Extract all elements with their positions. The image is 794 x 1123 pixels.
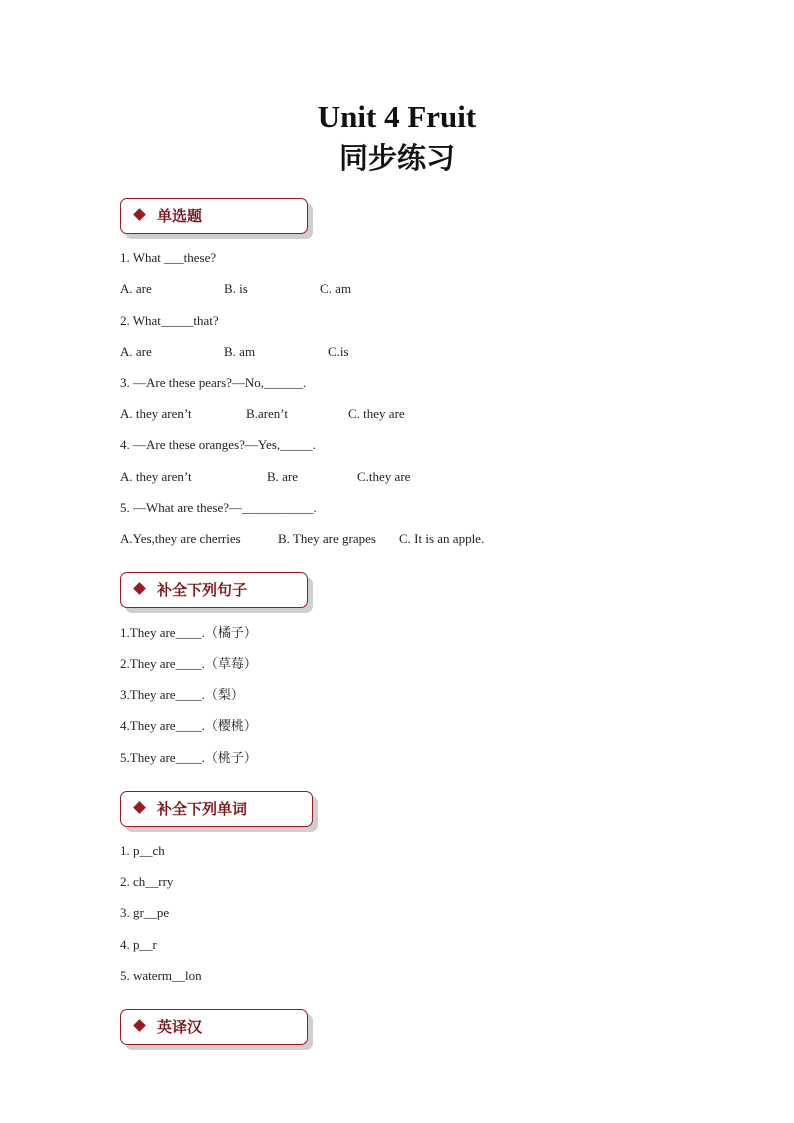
diamond-icon: [133, 582, 146, 595]
word-4: 4. p__r: [120, 937, 157, 952]
option-a: A.Yes,they are cherries: [120, 531, 241, 546]
option-c: C. It is an apple.: [399, 531, 485, 546]
option-b: B.aren’t: [246, 406, 288, 421]
section-title: 英译汉: [157, 1018, 203, 1036]
option-a: A. they aren’t: [120, 406, 192, 421]
question-2: 2. What_____that?: [120, 313, 219, 328]
diamond-icon: [133, 1019, 146, 1032]
sentence-1: 1.They are____.（橘子）: [120, 625, 257, 640]
word-1: 1. p__ch: [120, 843, 165, 858]
section-title: 单选题: [157, 207, 203, 225]
word-5: 5. waterm__lon: [120, 968, 202, 983]
sentence-5: 5.They are____.（桃子）: [120, 750, 257, 765]
option-a: A. are: [120, 281, 152, 296]
question-4: 4. —Are these oranges?—Yes,_____.: [120, 437, 316, 452]
option-a: A. are: [120, 344, 152, 359]
question-3: 3. —Are these pears?—No,______.: [120, 375, 307, 390]
section-header-complete-sentences: [120, 572, 308, 608]
question-1: 1. What ___these?: [120, 250, 217, 265]
sentence-2: 2.They are____.（草莓）: [120, 656, 257, 671]
option-a: A. they aren’t: [120, 469, 192, 484]
option-c: C.they are: [357, 469, 411, 484]
word-2: 2. ch__rry: [120, 874, 174, 889]
page-subtitle: 同步练习: [338, 141, 455, 175]
sentence-4: 4.They are____.（樱桃）: [120, 718, 257, 733]
option-c: C. they are: [348, 406, 405, 421]
diamond-icon: [133, 801, 146, 814]
word-3: 3. gr__pe: [120, 905, 170, 920]
question-5: 5. —What are these?—___________.: [120, 500, 317, 515]
option-c: C.is: [328, 344, 349, 359]
option-b: B. are: [267, 469, 299, 484]
section-header-complete-words: [120, 791, 313, 827]
option-b: B. am: [224, 344, 256, 359]
option-b: B. They are grapes: [278, 531, 376, 546]
section-title: 补全下列句子: [157, 581, 248, 599]
section-header-translate: [120, 1009, 308, 1045]
sentence-3: 3.They are____.（梨）: [120, 687, 244, 702]
section-title: 补全下列单词: [157, 800, 248, 818]
page-title: Unit 4 Fruit: [317, 99, 477, 134]
option-c: C. am: [320, 281, 352, 296]
section-header-single-choice: [120, 198, 308, 234]
option-b: B. is: [224, 281, 248, 296]
diamond-icon: [133, 208, 146, 221]
